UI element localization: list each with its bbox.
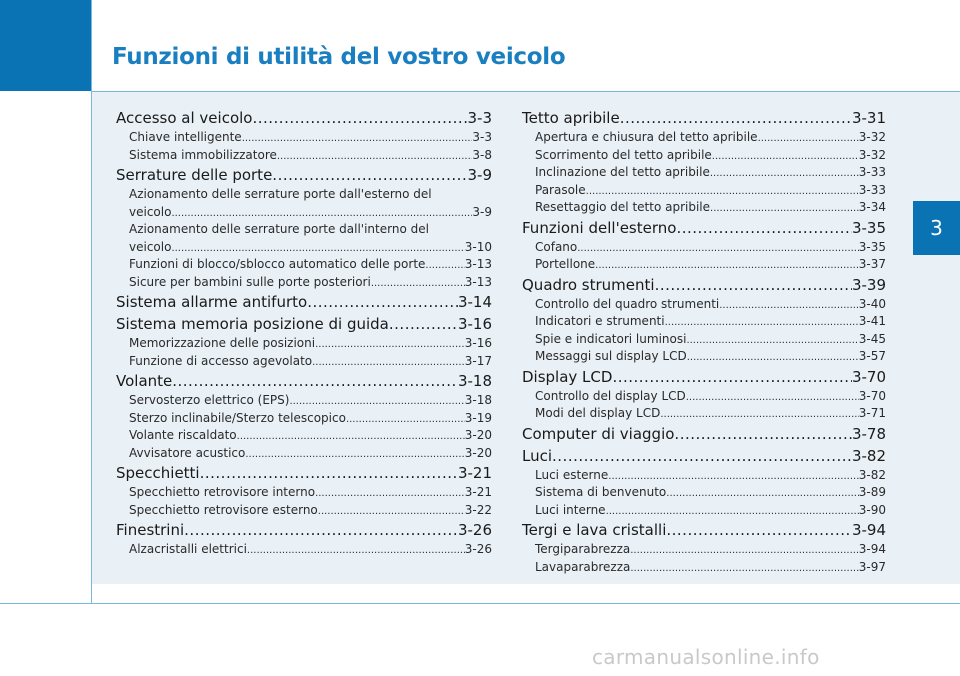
toc-subentry[interactable] [522,313,886,331]
toc-entry-label: Funzione di accesso agevolato [129,353,313,368]
dot-leader [312,354,465,372]
toc-entry-label: Specchietti [116,464,200,482]
toc-entry-label: Resettaggio del tetto apribile [535,200,711,214]
toc-page-number: 3-82 [858,467,886,482]
toc-entry-label: Scorrimento del tetto apribile [535,147,712,162]
dot-leader [665,314,859,332]
toc-page-number: 3-19 [464,410,492,425]
toc-page-number: 3-31 [851,109,886,127]
toc-subentry[interactable] [522,164,886,182]
toc-subentry[interactable] [116,445,492,463]
toc-entry-label: Memorizzazione delle posizioni [129,336,316,350]
toc-entry-label: Indicatori e strumenti [535,314,665,328]
dot-leader [277,148,473,166]
toc-entry-label: Volante riscaldato [129,428,237,442]
toc-subentry[interactable] [116,410,492,428]
toc-entry-label: Sistema immobilizzatore [129,147,277,162]
toc-right-column [522,107,886,576]
dot-leader [315,485,465,503]
dot-leader [307,292,458,313]
toc-entry[interactable] [116,314,492,335]
toc-entry[interactable] [522,218,886,239]
toc-subentry[interactable] [116,274,492,292]
dot-leader [612,367,852,388]
dot-leader [712,148,859,166]
toc-page-number: 3-14 [457,293,492,311]
dot-leader [237,428,465,446]
dot-leader [184,520,458,541]
toc-page-number: 3-16 [457,315,492,333]
toc-entry-label: Avvisatore acustico [129,445,246,460]
toc-entry[interactable] [116,165,492,186]
toc-entry-label: Luci interne [535,502,606,517]
dot-leader [247,542,465,560]
toc-page-number: 3-34 [858,200,886,214]
toc-subentry[interactable] [116,129,492,147]
dot-leader [676,218,852,239]
toc-page-number: 3-20 [464,445,492,460]
toc-page-number: 3-82 [851,446,886,465]
dot-leader [315,336,465,354]
dot-leader [171,240,464,258]
toc-page-number: 3-18 [457,372,492,390]
toc-subentry[interactable] [522,147,886,165]
toc-subentry[interactable] [116,502,492,520]
toc-entry-label: Alzacristalli elettrici [129,542,247,556]
dot-leader [172,371,458,392]
corner-color-block [0,0,91,91]
toc-subentry[interactable] [522,405,886,423]
toc-subentry[interactable] [522,484,886,502]
toc-page-number: 3-45 [858,331,886,346]
toc-page-number: 3-22 [464,502,492,517]
toc-page-number: 3-20 [464,428,492,442]
toc-entry-label: Parasole [535,182,586,197]
toc-entry-label: Sicure per bambini sulle porte posteriori [129,274,371,289]
toc-entry-label: veicolo [129,204,172,219]
toc-entry-label: Inclinazione del tetto apribile [535,165,710,179]
toc-entry[interactable] [116,371,492,392]
dot-leader [666,485,859,503]
toc-entry-label: Modi del display LCD [535,406,661,420]
toc-page-number: 3-8 [472,147,492,162]
watermark: carmanualsonline.info [592,645,820,669]
toc-entry[interactable] [522,446,886,467]
toc-subentry[interactable] [116,353,492,371]
toc-entry-label: Sistema allarme antifurto [116,293,308,311]
dot-leader [289,393,464,411]
dot-leader [371,275,465,293]
toc-entry-label: Tergiparabrezza [535,542,631,556]
dot-leader [660,406,858,424]
toc-subentry[interactable] [522,199,886,217]
dot-leader [710,200,859,218]
toc-subentry-line: Azionamento delle serrature porte dall'interno del [129,222,429,236]
toc-page-number: 3-94 [851,521,886,539]
toc-entry[interactable] [116,108,492,129]
toc-page-number: 3-13 [464,257,492,271]
page-title: Funzioni di utilità del vostro veicolo [112,44,566,70]
toc-page-number: 3-3 [467,109,492,127]
dot-leader [630,560,858,578]
toc-page-number: 3-13 [464,274,492,289]
toc-entry[interactable] [522,424,886,445]
toc-subentry[interactable] [522,129,886,147]
toc-subentry[interactable] [116,239,492,257]
toc-page-number: 3-32 [858,130,886,144]
dot-leader [630,542,859,560]
toc-subentry[interactable] [522,559,886,577]
toc-entry-label: Sistema di benvenuto [535,485,667,499]
dot-leader [687,349,859,367]
toc-page-number: 3-9 [472,204,492,219]
toc-entry-label: Portellone [535,257,596,271]
toc-entry-label: veicolo [129,239,172,254]
chapter-number: 3 [930,216,943,240]
dot-leader [171,205,472,223]
toc-page-number: 3-26 [457,521,492,539]
toc-entry[interactable] [116,463,492,484]
toc-page-number: 3-78 [851,424,886,443]
toc-entry-label: Servosterzo elettrico (EPS) [129,393,290,407]
toc-entry-label: Sistema memoria posizione di guida [116,315,389,333]
dot-leader [245,446,464,464]
toc-entry-label: Finestrini [116,521,185,539]
dot-leader [719,297,859,315]
toc-subentry[interactable] [522,348,886,366]
dot-leader [606,503,859,521]
toc-subentry[interactable] [522,239,886,257]
toc-page-number: 3-10 [464,239,492,254]
toc-page-number: 3-35 [851,218,886,237]
toc-page-number: 3-18 [464,393,492,407]
toc-entry-label: Specchietto retrovisore esterno [129,502,318,517]
dot-leader [389,314,458,335]
toc-page-number: 3-70 [858,388,886,403]
toc-entry-label: Tergi e lava cristalli [522,521,667,539]
dot-leader [552,446,852,467]
dot-leader [586,183,859,201]
dot-leader [686,389,859,407]
toc-page-number: 3-26 [464,542,492,556]
toc-page-number: 3-94 [858,542,886,556]
toc-subentry[interactable] [116,541,492,559]
toc-entry-label: Tetto apribile [522,109,620,127]
toc-subentry-line: Azionamento delle serrature porte dall'esterno del [129,187,432,201]
toc-subentry[interactable] [522,502,886,520]
toc-entry-label: Computer di viaggio [522,424,675,443]
toc-page-number: 3-90 [858,502,886,517]
toc-entry-label: Funzioni di blocco/sblocco automatico delle porte [129,257,426,271]
toc-page-number: 3-21 [457,464,492,482]
dot-leader [595,257,859,275]
toc-page-number: 3-9 [467,166,492,184]
toc-entry-label: Funzioni dell'esterno [522,218,677,237]
toc-entry[interactable] [522,367,886,388]
toc-entry-label: Chiave intelligente [129,130,242,144]
toc-subentry[interactable] [116,147,492,165]
toc-subentry[interactable] [116,335,492,353]
dot-leader [318,503,465,521]
toc-entry-label: Luci esterne [535,467,609,482]
toc-entry[interactable] [116,520,492,541]
toc-subentry[interactable] [116,427,492,445]
toc-entry-label: Serrature delle porte [116,166,273,184]
toc-subentry[interactable] [522,296,886,314]
toc-subentry[interactable] [522,182,886,200]
toc-entry-label: Apertura e chiusura del tetto apribile [535,130,758,144]
dot-leader [655,275,852,296]
chapter-tab[interactable] [913,201,960,255]
toc-page-number: 3-97 [858,559,886,574]
toc-page-number: 3-16 [464,336,492,350]
toc-entry-label: Cofano [535,239,578,254]
toc-subentry[interactable] [522,467,886,485]
dot-leader [425,257,464,275]
dot-leader [620,108,852,129]
dot-leader [674,424,852,445]
toc-entry-label: Lavaparabrezza [535,559,631,574]
toc-entry[interactable] [116,292,492,313]
toc-entry-label: Controllo del display LCD [535,388,686,403]
toc-entry-label: Quadro strumenti [522,275,655,294]
toc-subentry[interactable] [116,484,492,502]
toc-entry[interactable] [522,520,886,541]
dot-leader [242,130,473,148]
dot-leader [666,520,852,541]
toc-page-number: 3-35 [858,239,886,254]
toc-entry-label: Display LCD [522,367,613,386]
dot-leader [758,130,859,148]
toc-subentry[interactable] [116,204,492,222]
toc-page-number: 3-40 [858,296,886,311]
toc-entry-label: Luci [522,446,553,465]
toc-page-number: 3-89 [858,485,886,499]
toc-page-number: 3-32 [858,147,886,162]
toc-page-number: 3-17 [464,353,492,368]
toc-entry-label: Volante [116,372,173,390]
footer-rule [0,603,960,604]
dot-leader [272,165,467,186]
toc-page-number: 3-71 [858,406,886,420]
toc-page-number: 3-37 [858,257,886,271]
toc-subentry[interactable] [522,256,886,274]
toc-page-number: 3-33 [858,182,886,197]
toc-entry-label: Messaggi sul display LCD [535,349,687,363]
toc-entry[interactable] [522,108,886,129]
toc-entry-label: Controllo del quadro strumenti [535,296,720,311]
toc-page-number: 3-21 [464,485,492,499]
toc-subentry[interactable] [116,256,492,274]
toc-entry-label: Sterzo inclinabile/Sterzo telescopico [129,410,346,425]
toc-entry-label: Specchietto retrovisore interno [129,485,316,499]
dot-leader [686,332,858,350]
dot-leader [200,463,458,484]
toc-left-column [116,107,492,559]
toc-subentry[interactable] [522,388,886,406]
toc-page-number: 3-57 [858,349,886,363]
dot-leader [252,108,467,129]
toc-page-number: 3-39 [851,275,886,294]
toc-entry-label: Spie e indicatori luminosi [535,331,687,346]
toc-page-number: 3-70 [851,367,886,386]
toc-subentry[interactable] [522,541,886,559]
toc-entry[interactable] [522,275,886,296]
toc-subentry[interactable] [522,331,886,349]
dot-leader [608,468,859,486]
dot-leader [710,165,859,183]
toc-subentry[interactable] [116,392,492,410]
dot-leader [346,411,465,429]
toc-page-number: 3-3 [472,130,492,144]
toc-entry-label: Accesso al veicolo [116,109,253,127]
dot-leader [577,240,859,258]
toc-page-number: 3-41 [858,314,886,328]
toc-page-number: 3-33 [858,165,886,179]
